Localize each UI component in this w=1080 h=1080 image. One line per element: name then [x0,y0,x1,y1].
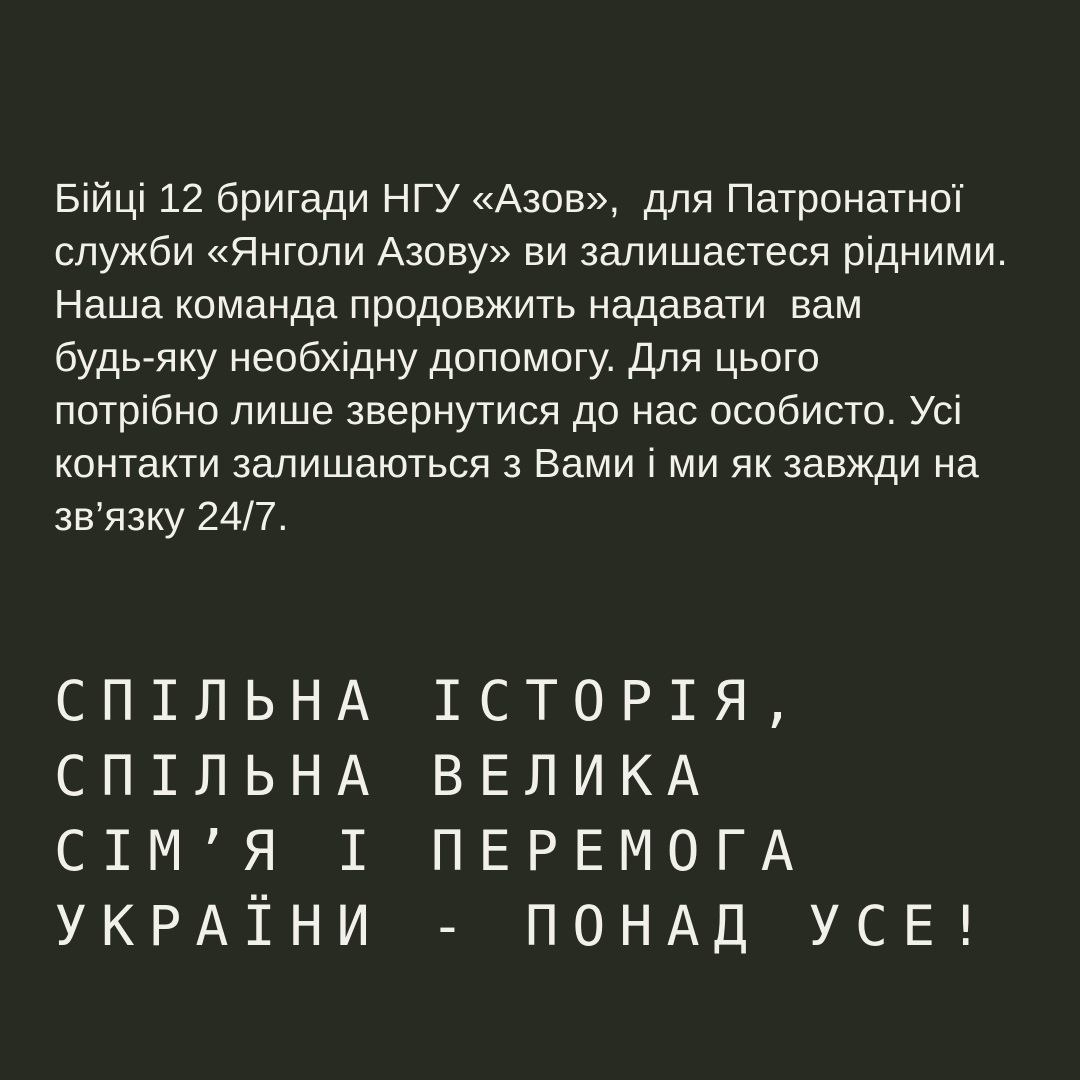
intro-paragraph [54,172,1008,543]
headline-line-2: СПІЛЬНА ВЕЛИКА [54,744,714,808]
paragraph-line-2: служби «Янголи Азову» ви залишаєтеся рідними. [54,228,1008,274]
headline-slogan [54,664,996,964]
headline-line-4: УКРАЇНИ - ПОНАД УСЕ! [54,894,997,958]
paragraph-line-7: зв’язку 24/7. [54,493,289,539]
paragraph-line-1: Бійці 12 бригади НГУ «Азов», для Патронатної [54,175,964,221]
paragraph-line-3: Наша команда продовжить надавати вам [54,281,863,327]
paragraph-line-5: потрібно лише звернутися до нас особисто. Усі [54,387,963,433]
paragraph-line-4: будь-яку необхідну допомогу. Для цього [54,334,820,380]
headline-line-1: СПІЛЬНА ІСТОРІЯ, [54,669,808,733]
headline-line-3: СІМ’Я І ПЕРЕМОГА [54,819,808,883]
paragraph-line-6: контакти залишаються з Вами і ми як завжди на [54,440,979,486]
